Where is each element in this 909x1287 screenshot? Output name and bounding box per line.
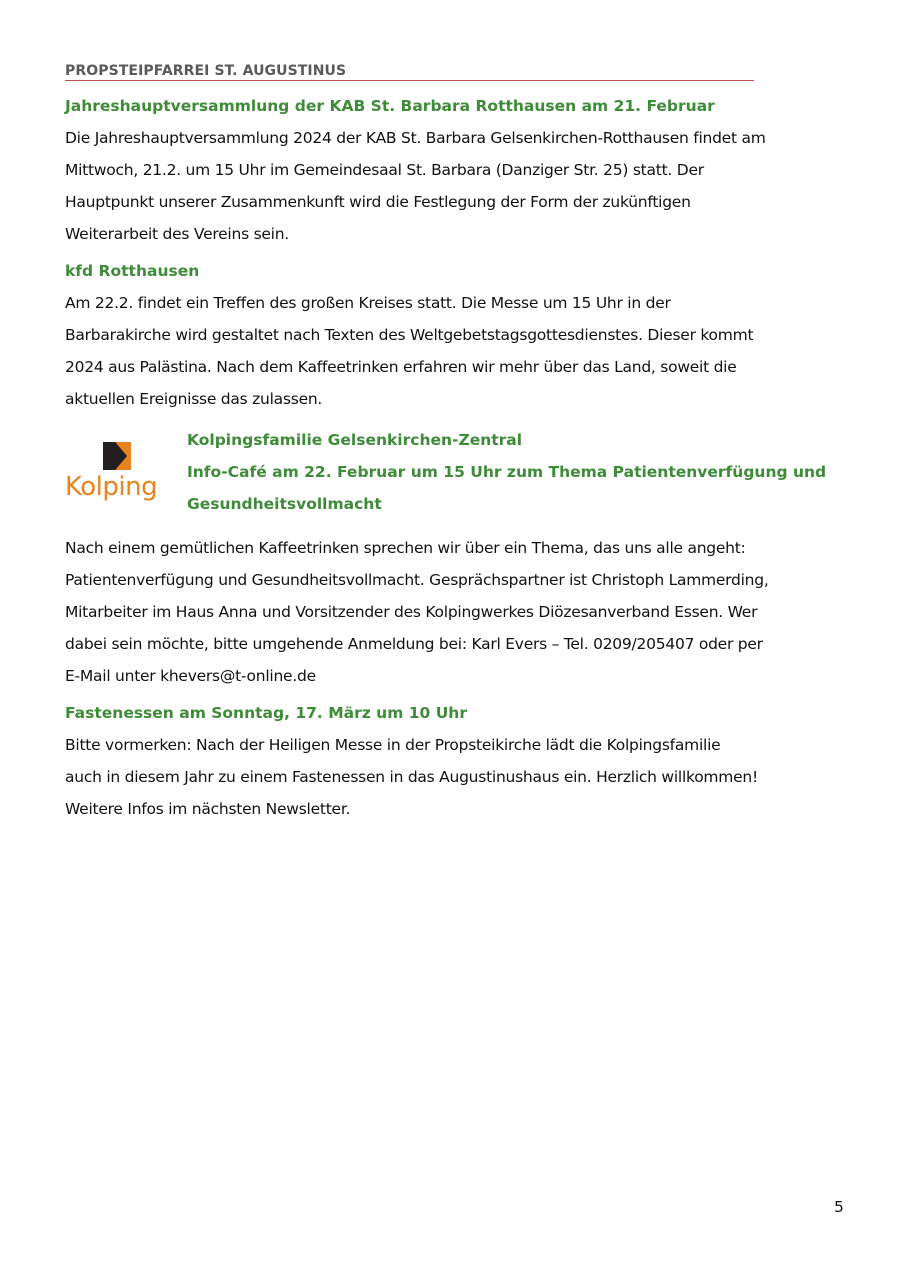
section-body-kolping (65, 532, 847, 692)
section-kfd (65, 259, 847, 415)
kolping-header (65, 424, 847, 532)
text-line: Bitte vormerken: Nach der Heiligen Messe in der Propsteikirche lädt die Kolpingsfamilie (65, 736, 721, 754)
section-body-kfd (65, 287, 847, 415)
kolping-heading-event-cont: Gesundheitsvollmacht (187, 495, 382, 513)
section-heading-kab: Jahreshauptversammlung der KAB St. Barbara Rotthausen am 21. Februar (65, 97, 715, 115)
text-line: Hauptpunkt unserer Zusammenkunft wird die Festlegung der Form der zukünftigen (65, 193, 691, 211)
section-heading-kfd: kfd Rotthausen (65, 262, 200, 280)
page-number: 5 (834, 1198, 844, 1216)
text-line: Nach einem gemütlichen Kaffeetrinken sprechen wir über ein Thema, das uns alle angeht: (65, 539, 746, 557)
text-line: 2024 aus Palästina. Nach dem Kaffeetrinken erfahren wir mehr über das Land, soweit die (65, 358, 737, 376)
text-line: E-Mail unter khevers@t-online.de (65, 667, 316, 685)
kolping-heading-event: Info-Café am 22. Februar um 15 Uhr zum Thema Patientenverfügung und (187, 463, 827, 481)
section-body-fastenessen (65, 729, 847, 825)
section-heading-fastenessen: Fastenessen am Sonntag, 17. März um 10 Uhr (65, 704, 467, 722)
text-line: Mitarbeiter im Haus Anna und Vorsitzender des Kolpingwerkes Diözesanverband Essen. Wer (65, 603, 758, 621)
kolping-heading-group: Kolpingsfamilie Gelsenkirchen-Zentral (187, 431, 523, 449)
text-line: aktuellen Ereignisse das zulassen. (65, 390, 323, 408)
text-line: Am 22.2. findet ein Treffen des großen Kreises statt. Die Messe um 15 Uhr in der (65, 294, 671, 312)
newsletter-content (65, 94, 847, 834)
kolping-logo (65, 440, 173, 512)
kolping-k-icon (103, 442, 131, 470)
section-body-kab (65, 122, 847, 250)
section-fastenessen (65, 701, 847, 825)
text-line: Die Jahreshauptversammlung 2024 der KAB St. Barbara Gelsenkirchen-Rotthausen findet am (65, 129, 766, 147)
kolping-logo-text: Kolping (65, 472, 158, 502)
text-line: Barbarakirche wird gestaltet nach Texten des Weltgebetstagsgottesdienstes. Dieser kommt (65, 326, 754, 344)
parish-title: PROPSTEIPFARREI ST. AUGUSTINUS (65, 63, 347, 79)
text-line: Weitere Infos im nächsten Newsletter. (65, 800, 351, 818)
text-line: Patientenverfügung und Gesundheitsvollmacht. Gesprächspartner ist Christoph Lammerding, (65, 571, 769, 589)
text-line: auch in diesem Jahr zu einem Fastenessen in das Augustinushaus ein. Herzlich willkommen! (65, 768, 758, 786)
kolping-headings (187, 424, 847, 520)
section-kab (65, 94, 847, 250)
text-line: Mittwoch, 21.2. um 15 Uhr im Gemeindesaal St. Barbara (Danziger Str. 25) statt. Der (65, 161, 704, 179)
text-line: dabei sein möchte, bitte umgehende Anmeldung bei: Karl Evers – Tel. 0209/205407 oder per (65, 635, 763, 653)
text-line: Weiterarbeit des Vereins sein. (65, 225, 289, 243)
section-kolping (65, 424, 847, 692)
page-header (65, 62, 754, 81)
